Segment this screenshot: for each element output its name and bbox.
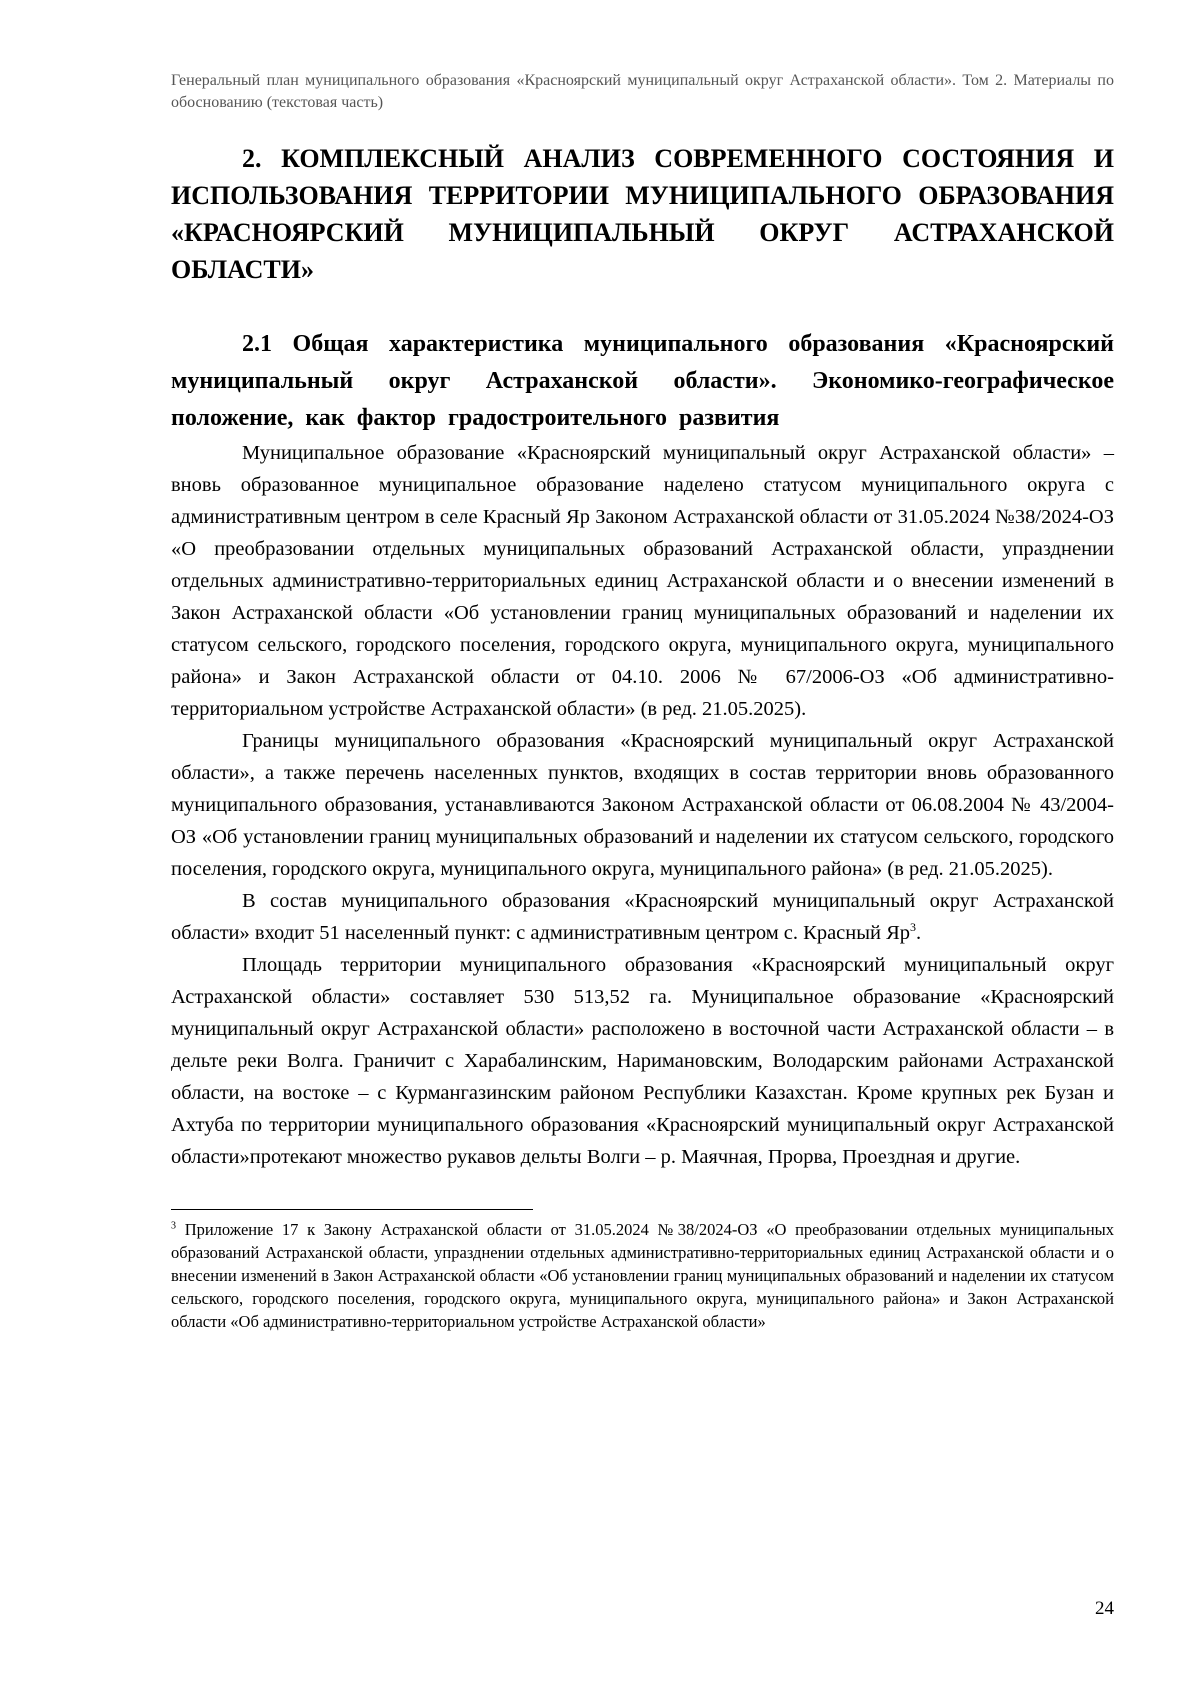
footnote bbox=[171, 1218, 1114, 1333]
chapter-title: 2. КОМПЛЕКСНЫЙ АНАЛИЗ СОВРЕМЕННОГО СОСТОЯНИЯ И ИСПОЛЬЗОВАНИЯ ТЕРРИТОРИИ МУНИЦИПАЛЬНОГО ОБРАЗОВАНИЯ «КРАСНОЯРСКИЙ МУНИЦИПАЛЬНЫЙ ОКРУГ АСТРАХАНСКОЙ ОБЛАСТИ» bbox=[171, 144, 1114, 284]
footnote-reference[interactable]: 3 bbox=[910, 920, 917, 935]
paragraph-3-end: . bbox=[916, 922, 922, 944]
section-title: 2.1 Общая характеристика муниципального образования «Красноярский муниципальный округ Астраханской области». Экономико-географическое положение, как фактор градостроительного развития bbox=[171, 331, 1114, 431]
paragraph-4: Площадь территории муниципального образования «Красноярский муниципальный округ Астраханской области» составляет 530 513,52 га. Муниципальное образование «Красноярский муниципальный округ Астраханской области» расположено в восточной части Астраханской области – в дельте реки Волга. Граничит с Харабалинским, Наримановским, Володарским районами Астраханской области, на востоке – с Курмангазинским районом Республики Казахстан. Кроме крупных рек Бузан и Ахтуба по территории муниципального образования «Красноярский муниципальный округ Астраханской области»протекают множество рукавов дельты Волги – р. Маячная, Прорва, Проездная и другие. bbox=[171, 954, 1114, 1168]
document-page bbox=[171, 70, 1114, 1333]
paragraph-1: Муниципальное образование «Красноярский муниципальный округ Астраханской области» – вновь образованное муниципальное образование наделено статусом муниципального округа с административным центром в селе Красный Яр Законом Астраханской области от 31.05.2024 №38/2024-ОЗ «О преобразовании отдельных муниципальных образований Астраханской области, упразднении отдельных административно-территориальных единиц Астраханской области и о внесении изменений в Закон Астраханской области «Об установлении границ муниципальных образований и наделении их статусом сельского, городского поселения, городского округа, муниципального округа, муниципального района» и Закон Астраханской области от 04.10. 2006 № 67/2006-ОЗ «Об административно-территориальном устройстве Астраханской области» (в ред. 21.05.2025). bbox=[171, 442, 1114, 720]
paragraph-3 bbox=[171, 885, 1114, 949]
running-header: Генеральный план муниципального образования «Красноярский муниципальный округ Астраханской области». Том 2. Материалы по обоснованию (текстовая часть) bbox=[171, 72, 1114, 111]
page-number: 24 bbox=[1095, 1598, 1114, 1619]
footnote-separator bbox=[171, 1209, 533, 1210]
footnote-marker: 3 bbox=[171, 1220, 176, 1232]
footnote-text: Приложение 17 к Закону Астраханской области от 31.05.2024 №38/2024-ОЗ «О преобразовании отдельных муниципальных образований Астраханской области, упразднении отдельных административно-территориальных единиц Астраханской области и о внесении изменений в Закон Астраханской области «Об установлении границ муниципальных образований и наделении их статусом сельского, городского поселения, городского округа, муниципального округа, муниципального района» и Закон Астраханской области «Об административно-территориальном устройстве Астраханской области» bbox=[171, 1220, 1114, 1331]
paragraph-2: Границы муниципального образования «Красноярский муниципальный округ Астраханской области», а также перечень населенных пунктов, входящих в состав территории вновь образованного муниципального образования, устанавливаются Законом Астраханской области от 06.08.2004 № 43/2004-ОЗ «Об установлении границ муниципальных образований и наделении их статусом сельского, городского поселения, городского округа, муниципального округа, муниципального района» (в ред. 21.05.2025). bbox=[171, 730, 1114, 880]
paragraph-3-text: В состав муниципального образования «Красноярский муниципальный округ Астраханской области» входит 51 населенный пункт: с административным центром с. Красный Яр bbox=[171, 890, 1114, 944]
